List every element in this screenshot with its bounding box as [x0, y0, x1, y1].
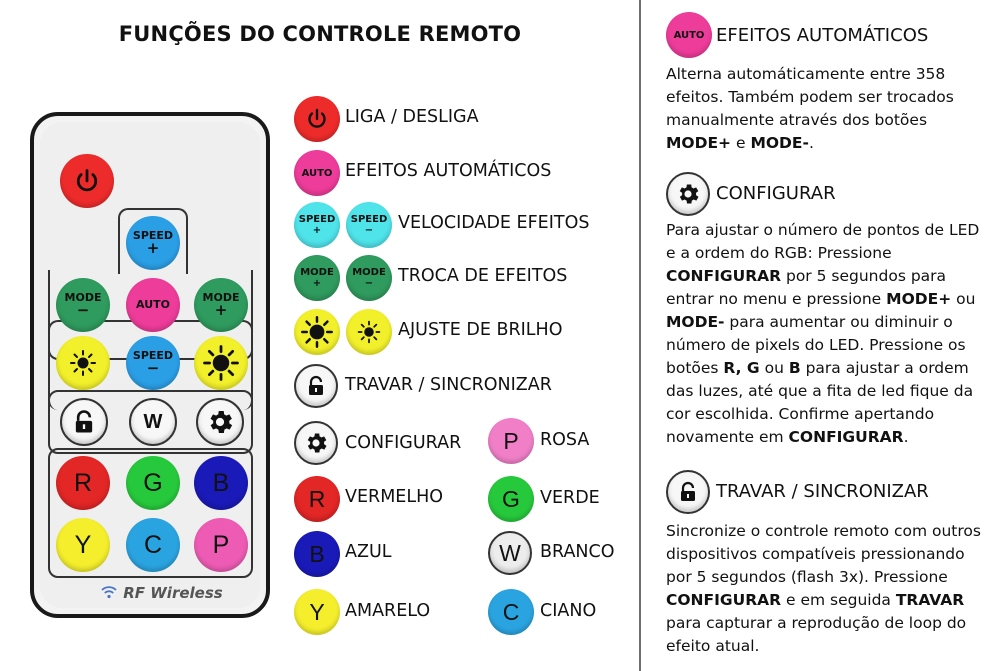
plus-sign: + [146, 239, 160, 257]
r-label: R [308, 485, 326, 512]
panel-auto-title: EFEITOS AUTOMÁTICOS [716, 25, 929, 46]
remote-control [30, 112, 270, 618]
remote-speed-plus-button[interactable] [126, 216, 180, 270]
remote-blue-button[interactable] [194, 456, 248, 510]
remote-power-button[interactable] [60, 154, 114, 208]
text-run: para aumentar ou diminuir o número de pixels do LED. Pressione os botões [666, 313, 966, 377]
panel-lock-title: TRAVAR / SINCRONIZAR [716, 481, 929, 502]
remote-brightness-up-button[interactable] [194, 336, 248, 390]
legend-auto-label: EFEITOS AUTOMÁTICOS [345, 161, 552, 181]
w-label: W [143, 411, 163, 433]
speed-label: SPEED [298, 214, 336, 225]
legend-azul-icon [294, 531, 340, 577]
legend-lock-label: TRAVAR / SINCRONIZAR [345, 375, 552, 395]
vertical-divider [639, 0, 641, 671]
auto-label: AUTO [673, 29, 705, 41]
remote-config-button[interactable] [196, 398, 244, 446]
mode-label: MODE [300, 267, 334, 278]
legend-mode-label: TROCA DE EFEITOS [398, 266, 568, 286]
c-label: C [502, 598, 520, 625]
panel-config-title: CONFIGURAR [716, 183, 836, 204]
legend-amarelo-label: AMARELO [345, 601, 431, 621]
remote-green-button[interactable] [126, 456, 180, 510]
brand-text: RF Wireless [123, 584, 223, 602]
sun-large-icon [300, 315, 334, 349]
w-label: W [499, 539, 521, 566]
text-run: ou [951, 290, 976, 308]
minus-sign: − [364, 278, 374, 289]
lock-icon [676, 480, 700, 504]
g-label: G [143, 469, 163, 497]
wireless-icon [100, 585, 118, 599]
legend-brightness-label: AJUSTE DE BRILHO [398, 320, 563, 340]
bold-run: CONFIGURAR [666, 591, 782, 609]
legend-auto-icon [294, 150, 340, 196]
bold-run: MODE- [666, 313, 725, 331]
g-label: G [502, 485, 520, 512]
remote-lock-button[interactable] [60, 398, 108, 446]
legend-azul-label: AZUL [345, 542, 392, 562]
legend-config-label: CONFIGURAR [345, 433, 462, 453]
legend-rosa-label: ROSA [540, 430, 590, 450]
sun-small-icon [68, 348, 98, 378]
bold-run: MODE+ [886, 290, 952, 308]
speed-label: SPEED [132, 349, 174, 362]
legend-power-label: LIGA / DESLIGA [345, 107, 479, 127]
legend-power-icon [294, 96, 340, 142]
minus-sign: − [364, 225, 374, 236]
bold-run: TRAVAR [895, 591, 965, 609]
bold-run: CONFIGURAR [788, 428, 904, 446]
mode-label: MODE [202, 291, 240, 304]
legend-speed-plus-icon [294, 202, 340, 248]
text-run: para capturar a reprodução de loop do efeito atual. [666, 614, 967, 655]
p-label: P [212, 531, 230, 559]
remote-yellow-button[interactable] [56, 518, 110, 572]
legend-mode-plus-icon [294, 255, 340, 301]
legend-verde-icon [488, 476, 534, 522]
minus-sign: − [146, 359, 160, 377]
legend-ciano-icon [488, 589, 534, 635]
b-label: B [212, 469, 230, 497]
lock-icon [304, 374, 328, 398]
b-label: B [309, 540, 325, 567]
y-label: Y [74, 531, 92, 559]
remote-pink-button[interactable] [194, 518, 248, 572]
legend-config-icon [294, 421, 338, 465]
text-run: Alterna automáticamente entre 358 efeitos. Também podem ser trocados manualmente através dos botões [666, 65, 954, 129]
legend-branco-label: BRANCO [540, 542, 615, 562]
mode-label: MODE [64, 291, 102, 304]
text-run: ou [759, 359, 789, 377]
r-label: R [73, 469, 93, 497]
power-icon [305, 107, 329, 131]
remote-mode-plus-button[interactable] [194, 278, 248, 332]
gear-icon [205, 407, 235, 437]
legend-speed-minus-icon [346, 202, 392, 248]
gear-icon [303, 430, 329, 456]
text-run: . [903, 428, 909, 446]
bold-run: MODE- [750, 134, 809, 152]
panel-config-text [666, 219, 986, 449]
legend-branco-icon [488, 531, 532, 575]
text-run: para ajustar a ordem das luzes, até que a fita de led fique da cor escolhida. Confirme apertando novamente em [666, 359, 974, 446]
text-run: e [731, 134, 751, 152]
text-run: Sincronize o controle remoto com outros dispositivos compatíveis pressionando por 5 segundos (flash 3x). Pressione [666, 522, 981, 586]
remote-red-button[interactable] [56, 456, 110, 510]
panel-auto-icon [666, 12, 712, 58]
text-run: Para ajustar o número de pontos de LED e a ordem do RGB: Pressione [666, 221, 980, 262]
plus-sign: + [312, 278, 322, 289]
panel-auto-text [666, 63, 986, 155]
legend-mode-minus-icon [346, 255, 392, 301]
bold-run: CONFIGURAR [666, 267, 782, 285]
minus-sign: − [76, 301, 90, 319]
y-label: Y [309, 598, 325, 625]
legend-amarelo-icon [294, 589, 340, 635]
legend-vermelho-label: VERMELHO [345, 487, 444, 507]
bold-run: B [788, 359, 801, 377]
remote-face [40, 122, 260, 608]
plus-sign: + [312, 225, 322, 236]
sun-small-icon [356, 319, 382, 345]
auto-label: AUTO [301, 167, 333, 179]
legend-rosa-icon [488, 418, 534, 464]
mode-label: MODE [352, 267, 386, 278]
bold-run: MODE+ [666, 134, 732, 152]
speed-label: SPEED [132, 229, 174, 242]
panel-lock-text [666, 520, 986, 658]
legend-ciano-label: CIANO [540, 601, 597, 621]
p-label: P [503, 427, 519, 454]
legend-brightness-up-icon [294, 309, 340, 355]
text-run: por 5 segundos para entrar no menu e pressione [666, 267, 947, 308]
remote-auto-button[interactable] [126, 278, 180, 332]
sun-large-icon [202, 344, 240, 382]
legend-brightness-down-icon [346, 309, 392, 355]
legend-vermelho-icon [294, 476, 340, 522]
remote-white-button[interactable] [129, 398, 177, 446]
panel-lock-icon [666, 470, 710, 514]
legend-verde-label: VERDE [540, 488, 600, 508]
legend-speed-label: VELOCIDADE EFEITOS [398, 213, 590, 233]
text-run: e em seguida [781, 591, 896, 609]
remote-mode-minus-button[interactable] [56, 278, 110, 332]
auto-label: AUTO [136, 298, 170, 311]
lock-icon [70, 408, 98, 436]
plus-sign: + [214, 301, 228, 319]
remote-cyan-button[interactable] [126, 518, 180, 572]
page-title: FUNÇÕES DO CONTROLE REMOTO [118, 22, 522, 46]
text-run: . [808, 134, 814, 152]
panel-config-icon [666, 172, 710, 216]
remote-brand [100, 584, 223, 602]
gear-icon [675, 181, 701, 207]
remote-brightness-down-button[interactable] [56, 336, 110, 390]
c-label: C [143, 531, 163, 559]
power-icon [73, 167, 101, 195]
speed-label: SPEED [350, 214, 388, 225]
bold-run: R, G [723, 359, 760, 377]
remote-speed-minus-button[interactable] [126, 336, 180, 390]
legend-lock-icon [294, 364, 338, 408]
